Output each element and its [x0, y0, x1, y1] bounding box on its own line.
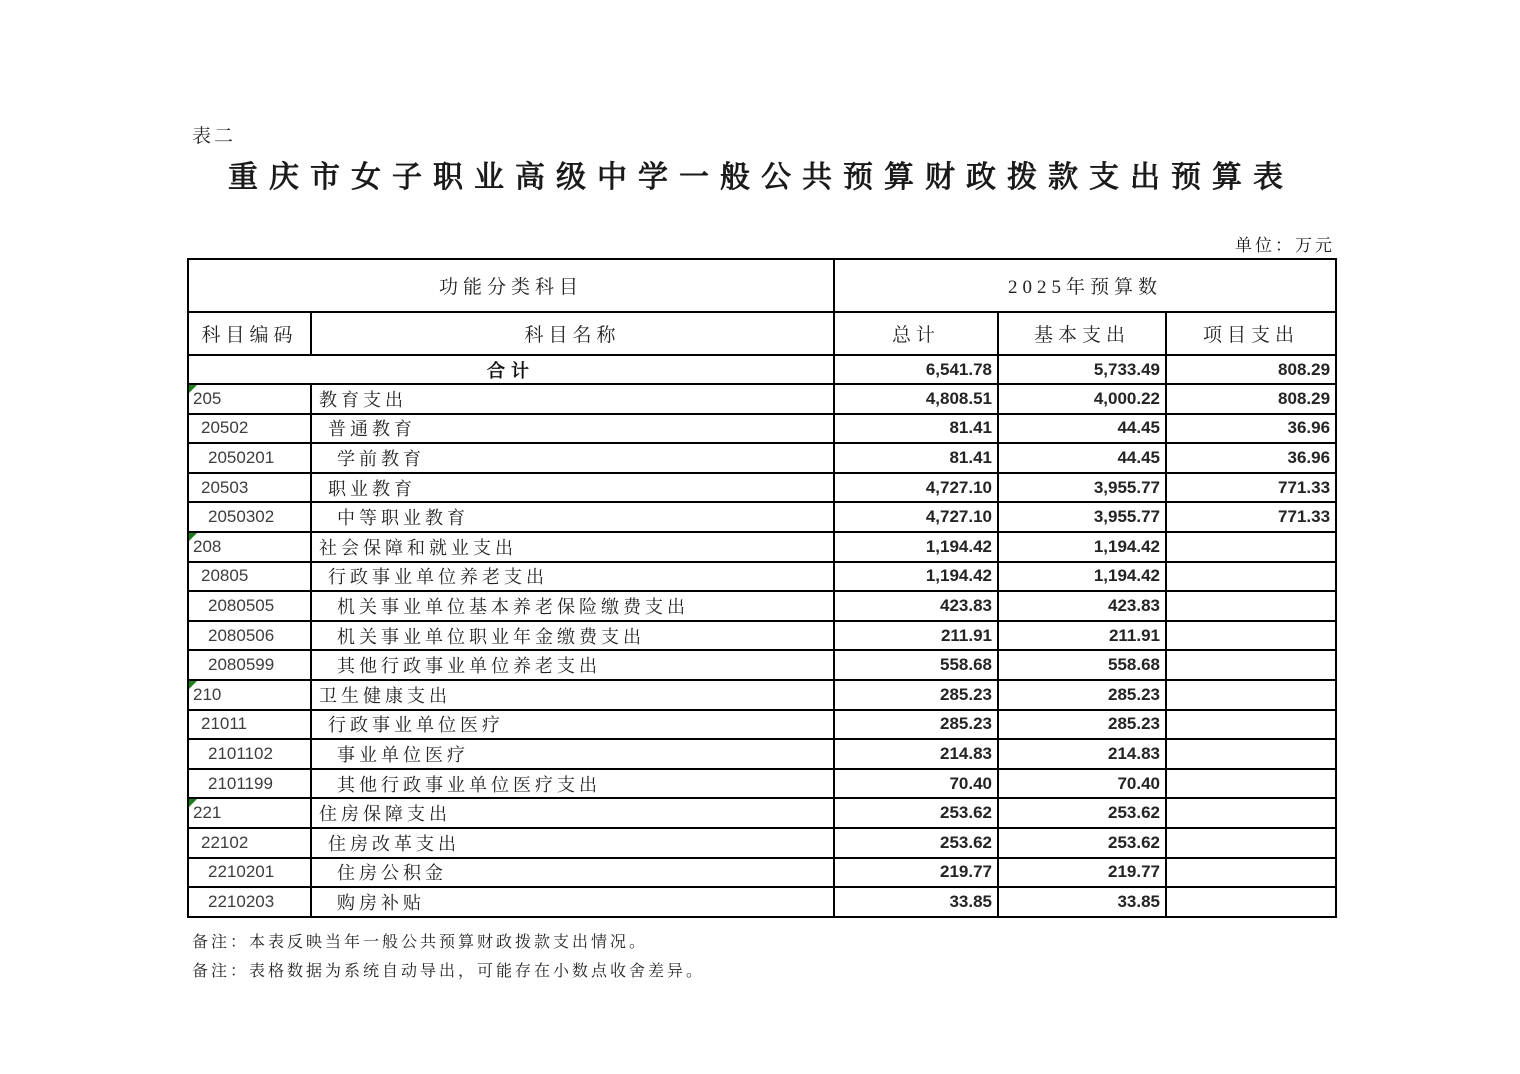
subject-code-cell: 2050302	[188, 502, 311, 532]
subject-code-cell: 2080505	[188, 591, 311, 621]
subject-code-cell: 2101102	[188, 739, 311, 769]
basic-expense-cell: 44.45	[998, 443, 1166, 473]
table-row	[188, 591, 1336, 621]
subject-name-cell: 行政事业单位养老支出	[311, 562, 834, 592]
table-row	[188, 887, 1336, 917]
project-expense-cell	[1166, 621, 1336, 651]
col-header-subject-code: 科目编码	[188, 312, 311, 355]
project-expense-cell	[1166, 739, 1336, 769]
col-header-basic-expense: 基本支出	[998, 312, 1166, 355]
subject-name-cell: 职业教育	[311, 473, 834, 503]
table-row	[188, 828, 1336, 858]
table-row	[188, 858, 1336, 888]
total-row-basic: 5,733.49	[998, 355, 1166, 384]
total-value-cell: 4,727.10	[834, 502, 998, 532]
total-value-cell: 81.41	[834, 414, 998, 444]
subject-code-cell: 2101199	[188, 769, 311, 799]
total-value-cell: 214.83	[834, 739, 998, 769]
subject-code-cell: 2080506	[188, 621, 311, 651]
subject-code-cell: 208	[188, 532, 311, 562]
total-value-cell: 1,194.42	[834, 562, 998, 592]
subject-name-cell: 其他行政事业单位医疗支出	[311, 769, 834, 799]
col-header-subject-name: 科目名称	[311, 312, 834, 355]
basic-expense-cell: 1,194.42	[998, 562, 1166, 592]
total-value-cell: 4,727.10	[834, 473, 998, 503]
subject-name-cell: 教育支出	[311, 384, 834, 414]
project-expense-cell	[1166, 828, 1336, 858]
subject-name-cell: 中等职业教育	[311, 502, 834, 532]
budget-table-body	[188, 355, 1336, 917]
project-expense-cell	[1166, 710, 1336, 740]
subject-name-cell: 机关事业单位职业年金缴费支出	[311, 621, 834, 651]
table-row	[188, 680, 1336, 710]
table-row	[188, 769, 1336, 799]
basic-expense-cell: 1,194.42	[998, 532, 1166, 562]
subject-code-cell: 20805	[188, 562, 311, 592]
project-expense-cell	[1166, 591, 1336, 621]
subject-code-cell: 221	[188, 798, 311, 828]
total-value-cell: 1,194.42	[834, 532, 998, 562]
total-value-cell: 4,808.51	[834, 384, 998, 414]
project-expense-cell: 771.33	[1166, 473, 1336, 503]
basic-expense-cell: 3,955.77	[998, 502, 1166, 532]
table-row	[188, 562, 1336, 592]
table-row	[188, 710, 1336, 740]
note-line-2: 备注：表格数据为系统自动导出，可能存在小数点收舍差异。	[192, 963, 706, 980]
total-value-cell: 558.68	[834, 650, 998, 680]
total-value-cell: 33.85	[834, 887, 998, 917]
subject-name-cell: 住房保障支出	[311, 798, 834, 828]
subject-name-cell: 住房公积金	[311, 858, 834, 888]
subject-code-cell: 21011	[188, 710, 311, 740]
basic-expense-cell: 44.45	[998, 414, 1166, 444]
total-value-cell: 219.77	[834, 858, 998, 888]
basic-expense-cell: 558.68	[998, 650, 1166, 680]
basic-expense-cell: 33.85	[998, 887, 1166, 917]
basic-expense-cell: 4,000.22	[998, 384, 1166, 414]
project-expense-cell: 36.96	[1166, 414, 1336, 444]
project-expense-cell: 808.29	[1166, 384, 1336, 414]
subject-name-cell: 学前教育	[311, 443, 834, 473]
table-row	[188, 739, 1336, 769]
subject-name-cell: 行政事业单位医疗	[311, 710, 834, 740]
total-value-cell: 211.91	[834, 621, 998, 651]
subject-code-cell: 2080599	[188, 650, 311, 680]
total-value-cell: 285.23	[834, 710, 998, 740]
basic-expense-cell: 423.83	[998, 591, 1166, 621]
header-budget-2025: 2025年预算数	[834, 259, 1336, 312]
total-row-project: 808.29	[1166, 355, 1336, 384]
subject-code-cell: 20503	[188, 473, 311, 503]
project-expense-cell	[1166, 562, 1336, 592]
header-function-category: 功能分类科目	[188, 259, 834, 312]
basic-expense-cell: 3,955.77	[998, 473, 1166, 503]
table-row	[188, 650, 1336, 680]
project-expense-cell: 771.33	[1166, 502, 1336, 532]
table-number-label: 表二	[192, 126, 237, 147]
unit-label: 单位：万元	[1235, 236, 1335, 255]
note-line-1: 备注：本表反映当年一般公共预算财政拨款支出情况。	[192, 934, 649, 951]
total-value-cell: 81.41	[834, 443, 998, 473]
table-column-header-row	[188, 312, 1336, 355]
project-expense-cell: 36.96	[1166, 443, 1336, 473]
subject-name-cell: 卫生健康支出	[311, 680, 834, 710]
subject-code-cell: 2210201	[188, 858, 311, 888]
budget-table	[187, 258, 1337, 918]
basic-expense-cell: 285.23	[998, 710, 1166, 740]
project-expense-cell	[1166, 887, 1336, 917]
subject-code-cell: 2050201	[188, 443, 311, 473]
total-value-cell: 253.62	[834, 828, 998, 858]
table-row	[188, 798, 1336, 828]
table-group-header-row	[188, 259, 1336, 312]
basic-expense-cell: 214.83	[998, 739, 1166, 769]
project-expense-cell	[1166, 798, 1336, 828]
table-row	[188, 621, 1336, 651]
subject-name-cell: 普通教育	[311, 414, 834, 444]
subject-name-cell: 其他行政事业单位养老支出	[311, 650, 834, 680]
total-value-cell: 70.40	[834, 769, 998, 799]
basic-expense-cell: 253.62	[998, 828, 1166, 858]
subject-name-cell: 社会保障和就业支出	[311, 532, 834, 562]
total-row-total: 6,541.78	[834, 355, 998, 384]
total-value-cell: 423.83	[834, 591, 998, 621]
table-row	[188, 384, 1336, 414]
basic-expense-cell: 285.23	[998, 680, 1166, 710]
subject-code-cell: 20502	[188, 414, 311, 444]
subject-name-cell: 住房改革支出	[311, 828, 834, 858]
project-expense-cell	[1166, 858, 1336, 888]
total-value-cell: 285.23	[834, 680, 998, 710]
subject-name-cell: 事业单位医疗	[311, 739, 834, 769]
subject-code-cell: 210	[188, 680, 311, 710]
total-row	[188, 355, 1336, 384]
subject-name-cell: 机关事业单位基本养老保险缴费支出	[311, 591, 834, 621]
basic-expense-cell: 253.62	[998, 798, 1166, 828]
subject-code-cell: 205	[188, 384, 311, 414]
col-header-project-expense: 项目支出	[1166, 312, 1336, 355]
page-title: 重庆市女子职业高级中学一般公共预算财政拨款支出预算表	[228, 161, 1294, 194]
footnotes	[192, 928, 705, 986]
project-expense-cell	[1166, 532, 1336, 562]
subject-code-cell: 22102	[188, 828, 311, 858]
basic-expense-cell: 219.77	[998, 858, 1166, 888]
subject-name-cell: 购房补贴	[311, 887, 834, 917]
table-row	[188, 502, 1336, 532]
table-row	[188, 443, 1336, 473]
table-row	[188, 473, 1336, 503]
basic-expense-cell: 211.91	[998, 621, 1166, 651]
project-expense-cell	[1166, 769, 1336, 799]
table-row	[188, 532, 1336, 562]
total-value-cell: 253.62	[834, 798, 998, 828]
project-expense-cell	[1166, 680, 1336, 710]
table-row	[188, 414, 1336, 444]
col-header-total: 总计	[834, 312, 998, 355]
total-row-label: 合计	[188, 355, 834, 384]
subject-code-cell: 2210203	[188, 887, 311, 917]
project-expense-cell	[1166, 650, 1336, 680]
basic-expense-cell: 70.40	[998, 769, 1166, 799]
